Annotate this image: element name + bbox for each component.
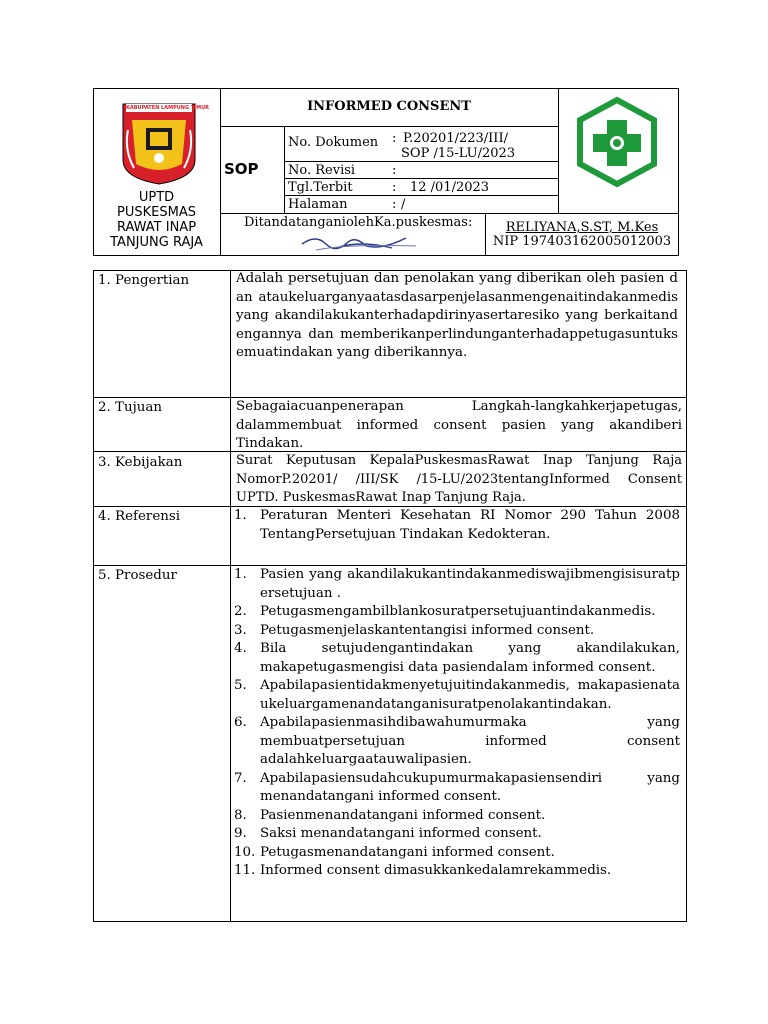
signature-image [296,230,426,254]
list-item: 1. Peraturan Menteri Kesehatan RI Nomor 290 Tahun 2008 TentangPersetujuan Tindakan Kedokteran. [234,508,680,542]
field-sep: : [392,163,397,178]
section-label-kebijakan: 3. Kebijakan [98,455,183,470]
signer-nip: NIP 197403162005012003 [492,234,672,249]
step-text: Informed consent dimasukkankedalamrekammedis. [260,863,612,878]
section-text-kebijakan: Surat Keputusan KepalaPuskesmasRawat Inap Tanjung Raja NomorP.20201/ /III/SK /15-LU/2023tentangInformed Consent UPTD. PuskesmasRawat Inap Tanjung Raja. [236,453,682,505]
sop-label: SOP [224,160,259,178]
field-value-page: / [401,197,406,212]
list-item: 7. Apabilapasiensudahcukupumurmakapasiensendiri yang menandatangani informed consent. [234,770,680,804]
section-label-prosedur: 5. Prosedur [98,568,177,583]
step-text: Pasienmenandatangani informed consent. [260,807,546,823]
field-sep: : [392,197,397,212]
section-text-tujuan: Sebagaiacuanpenerapan Langkah-langkahkerjapetugas, dalammembuat informed consent pasien yang akandiberi Tindakan. [236,399,682,451]
field-value-issue-date: 12 /01/2023 [410,180,490,195]
regency-logo [120,100,209,186]
list-item: 9. Saksi menandatangani informed consent. [234,826,542,841]
prosedur-list [234,566,680,881]
field-value-doc-number-2: SOP /15-LU/2023 [401,146,516,161]
section-label-referensi: 4. Referensi [98,509,181,524]
field-label-doc-number: No. Dokumen [288,135,379,150]
step-text: Apabilapasientidakmenyetujuitindakanmedis, makapasienataukeluargamenandatanganisuratpenolakantindakan. [260,678,680,712]
step-text: Pasien yang akandilakukantindakanmediswajibmengisisuratpersetujuan . [260,567,680,601]
field-sep: : [392,180,397,195]
step-text: Saksi menandatangani informed consent. [260,826,542,841]
puskesmas-logo [574,96,660,188]
section-text-pengertian: Adalah persetujuan dan penolakan yang diberikan oleh pasien dan ataukeluarganyaatasdasarpenjelasanmengenaitindakanmedis yang akandilakukanterhadapdirinyasertaresiko yang berkaitandengannya dan memberikanperlindunganterhadappetugasuntuksemuatindakan yang diberikannya. [236,271,678,360]
section-label-tujuan: 2. Tujuan [98,400,162,415]
list-item: 6. Apabilapasienmasihdibawahumurmaka yang membuatpersetujuan informed consent adalahkeluargaatauwalipasien. [234,715,680,767]
step-text: Petugasmenjelaskantentangisi informed consent. [260,622,595,638]
org-line: TANJUNG RAJA [110,235,203,250]
step-text: Petugasmengambilblankosuratpersetujuantindakanmedis. [260,604,656,619]
organization-name [93,190,220,250]
referensi-list [234,507,680,544]
step-text: Apabilapasienmasihdibawahumurmaka yang membuatpersetujuan informed consent adalahkeluargaatauwalipasien. [260,715,680,767]
list-item: 4. Bila setujudengantindakan yang akandilakukan, makapetugasmengisi data pasiendalam informed consent. [234,641,680,675]
list-item: 2. Petugasmengambilblankosuratpersetujuantindakanmedis. [234,604,656,619]
field-value-doc-number: P.20201/223/III/ [403,131,508,146]
field-sep: : [392,131,397,146]
org-line: PUSKESMAS [117,205,196,220]
org-line: UPTD [138,190,175,205]
step-text: Apabilapasiensudahcukupumurmakapasiensendiri yang menandatangani informed consent. [260,770,680,804]
list-item: 10. Petugasmenandatangani informed consent. [234,844,555,860]
referensi-item-text: Peraturan Menteri Kesehatan RI Nomor 290 Tahun 2008 TentangPersetujuan Tindakan Kedokteran. [260,508,680,542]
org-line: RAWAT INAP [116,220,197,235]
signed-by-label: DitandatanganiolehKa.puskesmas: [244,215,473,230]
field-label-page: Halaman [288,197,348,212]
field-label-issue-date: Tgl.Terbit [288,180,353,195]
field-label-revision: No. Revisi [288,163,356,178]
section-label-pengertian: 1. Pengertian [98,273,190,288]
list-item: 1. Pasien yang akandilakukantindakanmediswajibmengisisuratpersetujuan . [234,567,680,601]
document-title: INFORMED CONSENT [307,99,471,114]
list-item: 5. Apabilapasientidakmenyetujuitindakanmedis, makapasienataukeluargamenandatanganisuratpenolakantindakan. [234,678,680,712]
list-item: 8. Pasienmenandatangani informed consent. [234,807,546,823]
list-item: 11. Informed consent dimasukkankedalamrekammedis. [234,863,612,878]
list-item: 3. Petugasmenjelaskantentangisi informed consent. [234,622,595,638]
step-text: Bila setujudengantindakan yang akandilakukan, makapetugasmengisi data pasiendalam informed consent. [260,641,680,675]
step-text: Petugasmenandatangani informed consent. [260,844,555,860]
logo-lettering: KABUPATEN LAMPUNG TIMUR [126,105,209,111]
signer-name: RELIYANA,S.ST, M.Kes [505,220,659,235]
